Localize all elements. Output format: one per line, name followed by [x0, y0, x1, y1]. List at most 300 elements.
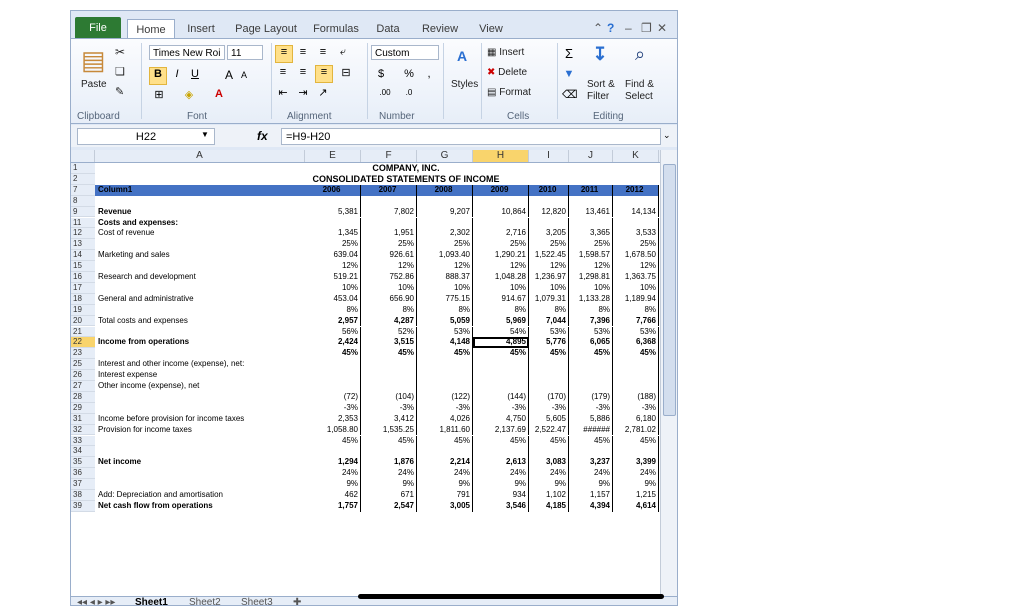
table-cell[interactable]: 53% [569, 327, 613, 338]
percent-button[interactable]: % [404, 68, 414, 80]
increase-decimal-button[interactable]: .00 [379, 88, 391, 97]
table-cell[interactable]: 45% [473, 436, 529, 447]
table-cell[interactable]: -3% [417, 403, 473, 414]
table-cell[interactable]: 45% [305, 348, 361, 359]
bold-button[interactable]: B [149, 67, 167, 85]
table-cell[interactable]: 54% [473, 327, 529, 338]
table-cell[interactable]: 45% [529, 348, 569, 359]
table-cell[interactable]: 45% [473, 348, 529, 359]
table-cell[interactable] [305, 370, 361, 381]
table-cell[interactable]: 791 [417, 490, 473, 501]
table-cell[interactable]: 453.04 [305, 294, 361, 305]
align-left-icon[interactable]: ≡ [279, 66, 287, 78]
row-label[interactable]: Income before provision for income taxes [98, 413, 245, 423]
table-cell[interactable]: 1,876 [361, 457, 417, 468]
table-cell[interactable]: 24% [361, 468, 417, 479]
table-cell[interactable]: 9% [361, 479, 417, 490]
align-center-icon[interactable]: ≡ [299, 66, 307, 78]
table-cell[interactable]: 1,522.45 [529, 250, 569, 261]
row-number[interactable]: 32 [71, 425, 95, 436]
table-cell[interactable]: 24% [529, 468, 569, 479]
shrink-font-button[interactable]: A [240, 70, 247, 80]
table-cell[interactable]: 1,157 [569, 490, 613, 501]
table-cell[interactable]: 9% [529, 479, 569, 490]
table-cell[interactable] [361, 196, 417, 207]
table-cell[interactable] [569, 218, 613, 229]
table-cell[interactable]: 2,353 [305, 414, 361, 425]
table-cell[interactable] [417, 196, 473, 207]
restore-icon[interactable]: ❐ [641, 21, 652, 35]
row-number[interactable]: 31 [71, 414, 95, 425]
table-cell[interactable]: 9% [473, 479, 529, 490]
row-number[interactable]: 37 [71, 479, 95, 490]
table-cell[interactable]: 4,287 [361, 316, 417, 327]
table-cell[interactable]: 45% [361, 436, 417, 447]
table-cell[interactable]: 1,598.57 [569, 250, 613, 261]
find-select-icon[interactable]: ⌕ [634, 44, 646, 64]
col-header-a[interactable]: A [95, 150, 305, 162]
tab-page-layout[interactable]: Page Layout [235, 23, 297, 35]
table-cell[interactable] [613, 218, 659, 229]
align-middle-icon[interactable]: ≡ [299, 46, 307, 58]
table-cell[interactable]: ###### [569, 425, 613, 436]
table-cell[interactable] [569, 359, 613, 370]
tab-file[interactable]: File [75, 17, 121, 39]
table-cell[interactable]: 2,547 [361, 501, 417, 512]
table-cell[interactable]: -3% [361, 403, 417, 414]
table-cell[interactable] [569, 446, 613, 457]
table-cell[interactable]: 3,412 [361, 414, 417, 425]
table-cell[interactable]: 9% [417, 479, 473, 490]
table-cell[interactable]: 1,298.81 [569, 272, 613, 283]
row-number[interactable]: 29 [71, 403, 95, 414]
table-cell[interactable]: 3,546 [473, 501, 529, 512]
table-cell[interactable]: 9,207 [417, 207, 473, 218]
table-cell[interactable]: 5,776 [529, 337, 569, 348]
table-cell[interactable] [361, 370, 417, 381]
header-year-cell[interactable]: 2006 [305, 185, 361, 196]
tab-data[interactable]: Data [376, 23, 400, 35]
row-number[interactable]: 9 [71, 207, 95, 218]
table-cell[interactable]: 1,757 [305, 501, 361, 512]
row-label[interactable]: Research and development [98, 272, 196, 281]
table-cell[interactable]: 5,969 [473, 316, 529, 327]
table-cell[interactable] [305, 446, 361, 457]
table-cell[interactable]: 1,079.31 [529, 294, 569, 305]
row-number[interactable]: 28 [71, 392, 95, 403]
table-cell[interactable] [473, 359, 529, 370]
header-year-cell[interactable]: 2011 [569, 185, 613, 196]
table-cell[interactable]: 9% [305, 479, 361, 490]
row-number[interactable]: 13 [71, 239, 95, 250]
table-cell[interactable]: 462 [305, 490, 361, 501]
row-number[interactable]: 33 [71, 436, 95, 447]
format-cells-button[interactable]: ▤ Format [487, 87, 531, 98]
table-cell[interactable]: 45% [305, 436, 361, 447]
sort-filter-icon[interactable]: ↧ [592, 44, 608, 64]
row-number[interactable]: 36 [71, 468, 95, 479]
row-number[interactable]: 17 [71, 283, 95, 294]
table-cell[interactable]: 1,189.94 [613, 294, 659, 305]
row-number[interactable]: 21 [71, 327, 95, 338]
row-number[interactable]: 2 [71, 174, 95, 185]
formula-input[interactable]: =H9-H20 [281, 128, 661, 145]
table-cell[interactable]: 1,345 [305, 228, 361, 239]
table-cell[interactable]: (104) [361, 392, 417, 403]
table-cell[interactable] [473, 218, 529, 229]
row-number[interactable]: 19 [71, 305, 95, 316]
table-cell[interactable]: 3,399 [613, 457, 659, 468]
table-cell[interactable]: 25% [569, 239, 613, 250]
row-label[interactable]: Marketing and sales [98, 250, 170, 260]
paste-icon[interactable]: ▤ [81, 45, 106, 75]
comma-button[interactable]: , [427, 68, 431, 80]
help-icon[interactable]: ? [607, 21, 615, 35]
table-cell[interactable]: (170) [529, 392, 569, 403]
table-cell[interactable]: 8% [473, 305, 529, 316]
table-cell[interactable] [529, 196, 569, 207]
table-cell[interactable]: 12% [569, 261, 613, 272]
table-cell[interactable]: 45% [417, 436, 473, 447]
header-year-cell[interactable]: 2009 [473, 185, 529, 196]
table-cell[interactable]: 7,766 [613, 316, 659, 327]
row-label[interactable]: Revenue [98, 206, 132, 216]
row-label[interactable]: Costs and expenses: [98, 217, 179, 227]
table-cell[interactable]: (122) [417, 392, 473, 403]
table-cell[interactable]: 519.21 [305, 272, 361, 283]
table-cell[interactable] [569, 196, 613, 207]
table-cell[interactable] [569, 381, 613, 392]
table-cell[interactable]: 10% [569, 283, 613, 294]
borders-icon[interactable]: ⊞ [154, 89, 164, 101]
table-cell[interactable]: -3% [305, 403, 361, 414]
sheet-tab-2[interactable]: Sheet2 [189, 597, 221, 606]
table-cell[interactable] [569, 370, 613, 381]
table-cell[interactable]: 1,058.80 [305, 425, 361, 436]
table-cell[interactable]: 12% [305, 261, 361, 272]
insert-function-icon[interactable]: fx [257, 129, 268, 143]
header-year-cell[interactable]: 2010 [529, 185, 569, 196]
row-number[interactable]: 25 [71, 359, 95, 370]
table-cell[interactable]: 9% [569, 479, 613, 490]
row-number[interactable]: 23 [71, 348, 95, 359]
table-cell[interactable] [361, 218, 417, 229]
table-cell[interactable] [529, 359, 569, 370]
table-cell[interactable] [613, 196, 659, 207]
table-cell[interactable]: 25% [361, 239, 417, 250]
table-cell[interactable]: 7,044 [529, 316, 569, 327]
table-cell[interactable]: 4,185 [529, 501, 569, 512]
table-cell[interactable] [305, 359, 361, 370]
scroll-thumb[interactable] [663, 164, 676, 416]
styles-label[interactable]: Styles [451, 79, 479, 90]
table-cell[interactable]: 2,716 [473, 228, 529, 239]
table-cell[interactable]: 24% [613, 468, 659, 479]
table-cell[interactable]: 25% [417, 239, 473, 250]
col-header-k[interactable]: K [613, 150, 659, 162]
table-cell[interactable]: 5,605 [529, 414, 569, 425]
table-cell[interactable]: 24% [417, 468, 473, 479]
row-number[interactable]: 18 [71, 294, 95, 305]
copy-icon[interactable]: ❏ [115, 66, 125, 78]
table-cell[interactable]: 10% [305, 283, 361, 294]
font-color-icon[interactable]: A [215, 88, 223, 100]
table-cell[interactable]: 6,065 [569, 337, 613, 348]
table-cell[interactable]: 639.04 [305, 250, 361, 261]
autosum-button[interactable]: Σ [564, 46, 574, 61]
table-cell[interactable] [417, 446, 473, 457]
header-label[interactable]: Column1 [98, 184, 133, 194]
table-cell[interactable]: -3% [569, 403, 613, 414]
table-cell[interactable]: 7,802 [361, 207, 417, 218]
active-cell[interactable]: 4,895 [473, 337, 529, 348]
row-number[interactable]: 1 [71, 163, 95, 174]
table-cell[interactable]: (144) [473, 392, 529, 403]
table-cell[interactable]: 56% [305, 327, 361, 338]
table-cell[interactable]: 45% [529, 436, 569, 447]
table-cell[interactable]: 4,026 [417, 414, 473, 425]
italic-button[interactable]: I [175, 68, 179, 80]
table-cell[interactable]: 2,613 [473, 457, 529, 468]
align-right-icon[interactable]: ≡ [315, 65, 333, 83]
insert-cells-button[interactable]: ▦ Insert [487, 47, 525, 58]
expand-formula-icon[interactable]: ⌄ [663, 130, 671, 140]
row-label[interactable]: Other income (expense), net [98, 381, 200, 390]
table-cell[interactable]: 3,005 [417, 501, 473, 512]
row-label[interactable]: Income from operations [98, 337, 190, 347]
table-cell[interactable] [529, 370, 569, 381]
table-cell[interactable]: 3,237 [569, 457, 613, 468]
table-cell[interactable]: 45% [613, 348, 659, 359]
row-number[interactable]: 16 [71, 272, 95, 283]
table-cell[interactable]: 4,614 [613, 501, 659, 512]
table-cell[interactable]: 45% [613, 436, 659, 447]
header-year-cell[interactable]: 2012 [613, 185, 659, 196]
table-cell[interactable] [473, 446, 529, 457]
tab-home[interactable]: Home [127, 19, 175, 40]
table-cell[interactable]: 25% [529, 239, 569, 250]
name-box[interactable]: H22 [77, 128, 215, 145]
new-sheet-icon[interactable]: ✚ [293, 597, 302, 606]
table-cell[interactable]: 53% [529, 327, 569, 338]
table-cell[interactable]: 2,214 [417, 457, 473, 468]
row-number[interactable]: 15 [71, 261, 95, 272]
table-cell[interactable]: 4,750 [473, 414, 529, 425]
underline-button[interactable]: U [191, 68, 199, 80]
table-cell[interactable]: 1,951 [361, 228, 417, 239]
row-label[interactable]: Net income [98, 457, 142, 467]
col-header-h[interactable]: H [473, 150, 529, 162]
table-cell[interactable]: 9% [613, 479, 659, 490]
table-cell[interactable]: 1,290.21 [473, 250, 529, 261]
table-cell[interactable]: 926.61 [361, 250, 417, 261]
table-cell[interactable]: 12% [473, 261, 529, 272]
table-cell[interactable]: 13,461 [569, 207, 613, 218]
table-cell[interactable]: 888.37 [417, 272, 473, 283]
table-cell[interactable]: 10% [613, 283, 659, 294]
table-cell[interactable] [361, 381, 417, 392]
cut-icon[interactable]: ✂ [115, 45, 126, 59]
table-cell[interactable]: 5,886 [569, 414, 613, 425]
table-cell[interactable]: 3,083 [529, 457, 569, 468]
table-cell[interactable] [473, 196, 529, 207]
table-cell[interactable]: 6,180 [613, 414, 659, 425]
col-header-i[interactable]: I [529, 150, 569, 162]
table-cell[interactable]: 4,148 [417, 337, 473, 348]
row-label[interactable]: Provision for income taxes [98, 424, 192, 434]
table-cell[interactable]: (72) [305, 392, 361, 403]
decrease-decimal-button[interactable]: .0 [405, 88, 413, 97]
table-cell[interactable]: 10% [417, 283, 473, 294]
fill-color-icon[interactable]: ◈ [184, 89, 194, 101]
tab-review[interactable]: Review [421, 23, 459, 35]
align-bottom-icon[interactable]: ≡ [319, 46, 327, 58]
table-cell[interactable]: 2,957 [305, 316, 361, 327]
table-cell[interactable]: 8% [529, 305, 569, 316]
table-cell[interactable]: 3,533 [613, 228, 659, 239]
table-cell[interactable]: 25% [305, 239, 361, 250]
table-cell[interactable]: 45% [569, 348, 613, 359]
table-cell[interactable] [305, 381, 361, 392]
table-cell[interactable] [613, 359, 659, 370]
table-cell[interactable]: 45% [361, 348, 417, 359]
sheet-tab-3[interactable]: Sheet3 [241, 597, 273, 606]
table-cell[interactable] [417, 218, 473, 229]
table-cell[interactable]: 1,215 [613, 490, 659, 501]
table-cell[interactable]: 1,133.28 [569, 294, 613, 305]
row-label[interactable]: General and administrative [98, 293, 194, 303]
sheet-tab-1[interactable]: Sheet1 [135, 597, 168, 606]
table-cell[interactable]: 45% [569, 436, 613, 447]
row-number[interactable]: 22 [71, 337, 95, 348]
row-number[interactable]: 12 [71, 228, 95, 239]
table-cell[interactable]: 24% [569, 468, 613, 479]
table-cell[interactable]: 8% [417, 305, 473, 316]
wrap-text-icon[interactable]: ⤶ [339, 46, 347, 58]
table-cell[interactable] [473, 381, 529, 392]
table-cell[interactable]: 14,134 [613, 207, 659, 218]
table-cell[interactable] [613, 381, 659, 392]
table-cell[interactable]: 752.86 [361, 272, 417, 283]
table-cell[interactable]: 775.15 [417, 294, 473, 305]
find-select-label-2[interactable]: Select [625, 91, 653, 102]
col-header-g[interactable]: G [417, 150, 473, 162]
table-cell[interactable]: 12% [361, 261, 417, 272]
table-cell[interactable]: 12% [529, 261, 569, 272]
delete-cells-button[interactable]: ✖ Delete [487, 67, 528, 78]
table-cell[interactable]: 5,381 [305, 207, 361, 218]
table-cell[interactable]: 45% [417, 348, 473, 359]
header-year-cell[interactable]: 2007 [361, 185, 417, 196]
grow-font-button[interactable]: A [224, 68, 233, 82]
table-cell[interactable]: -3% [529, 403, 569, 414]
table-cell[interactable] [417, 381, 473, 392]
row-number[interactable]: 38 [71, 490, 95, 501]
row-label[interactable]: Interest expense [98, 370, 158, 380]
table-cell[interactable]: 3,205 [529, 228, 569, 239]
select-all-corner[interactable] [71, 150, 95, 162]
table-cell[interactable]: 53% [417, 327, 473, 338]
table-cell[interactable]: 1,811.60 [417, 425, 473, 436]
styles-icon[interactable]: A [456, 48, 468, 64]
table-cell[interactable] [305, 196, 361, 207]
col-header-j[interactable]: J [569, 150, 613, 162]
table-cell[interactable]: 8% [569, 305, 613, 316]
row-number[interactable]: 39 [71, 501, 95, 512]
table-cell[interactable]: 3,515 [361, 337, 417, 348]
clear-icon[interactable]: ⌫ [562, 89, 578, 101]
table-cell[interactable] [305, 218, 361, 229]
table-cell[interactable]: 53% [613, 327, 659, 338]
table-cell[interactable]: 4,394 [569, 501, 613, 512]
table-cell[interactable] [473, 370, 529, 381]
font-size-select[interactable]: 11 [227, 45, 263, 60]
table-cell[interactable]: 1,294 [305, 457, 361, 468]
tab-insert[interactable]: Insert [187, 23, 215, 35]
table-cell[interactable] [529, 381, 569, 392]
table-cell[interactable] [361, 446, 417, 457]
table-cell[interactable]: 671 [361, 490, 417, 501]
table-cell[interactable]: 1,363.75 [613, 272, 659, 283]
sort-filter-label-2[interactable]: Filter [587, 91, 610, 102]
table-cell[interactable]: 1,535.25 [361, 425, 417, 436]
spreadsheet-grid[interactable] [71, 150, 677, 602]
table-cell[interactable]: 2,522.47 [529, 425, 569, 436]
table-cell[interactable] [529, 218, 569, 229]
table-cell[interactable]: 1,236.97 [529, 272, 569, 283]
fill-icon[interactable]: ▼ [563, 68, 575, 80]
table-cell[interactable] [417, 359, 473, 370]
table-cell[interactable]: 914.67 [473, 294, 529, 305]
row-number[interactable]: 14 [71, 250, 95, 261]
paste-label[interactable]: Paste [81, 79, 107, 90]
table-cell[interactable] [529, 446, 569, 457]
table-cell[interactable]: 3,365 [569, 228, 613, 239]
table-cell[interactable]: 934 [473, 490, 529, 501]
table-cell[interactable] [613, 370, 659, 381]
align-top-icon[interactable]: ≡ [275, 45, 293, 63]
table-cell[interactable] [613, 446, 659, 457]
table-cell[interactable]: -3% [613, 403, 659, 414]
row-number[interactable]: 8 [71, 196, 95, 207]
table-cell[interactable]: 24% [473, 468, 529, 479]
table-cell[interactable]: 1,093.40 [417, 250, 473, 261]
col-header-e[interactable]: E [305, 150, 361, 162]
tab-view[interactable]: View [479, 23, 503, 35]
increase-indent-icon[interactable]: ⇥ [298, 87, 308, 99]
table-cell[interactable]: -3% [473, 403, 529, 414]
sort-filter-label-1[interactable]: Sort & [587, 79, 615, 90]
close-icon[interactable]: ✕ [657, 21, 668, 35]
sheet-nav-icon[interactable]: ◂◂ ◂ ▸ ▸▸ [77, 597, 116, 606]
table-cell[interactable]: 8% [613, 305, 659, 316]
minimize-icon[interactable]: – [625, 21, 632, 35]
table-cell[interactable]: 25% [473, 239, 529, 250]
row-number[interactable]: 26 [71, 370, 95, 381]
col-header-f[interactable]: F [361, 150, 417, 162]
row-label[interactable]: Add: Depreciation and amortisation [98, 490, 223, 499]
vertical-scrollbar[interactable] [660, 150, 677, 602]
decrease-indent-icon[interactable]: ⇤ [278, 87, 288, 99]
font-name-select[interactable]: Times New Roi [149, 45, 225, 60]
table-cell[interactable]: 2,137.69 [473, 425, 529, 436]
find-select-label-1[interactable]: Find & [625, 79, 654, 90]
table-cell[interactable]: 12,820 [529, 207, 569, 218]
orientation-icon[interactable]: ↗ [318, 87, 328, 99]
row-label[interactable]: Total costs and expenses [98, 315, 188, 325]
table-cell[interactable]: 2,781.02 [613, 425, 659, 436]
table-cell[interactable]: (188) [613, 392, 659, 403]
